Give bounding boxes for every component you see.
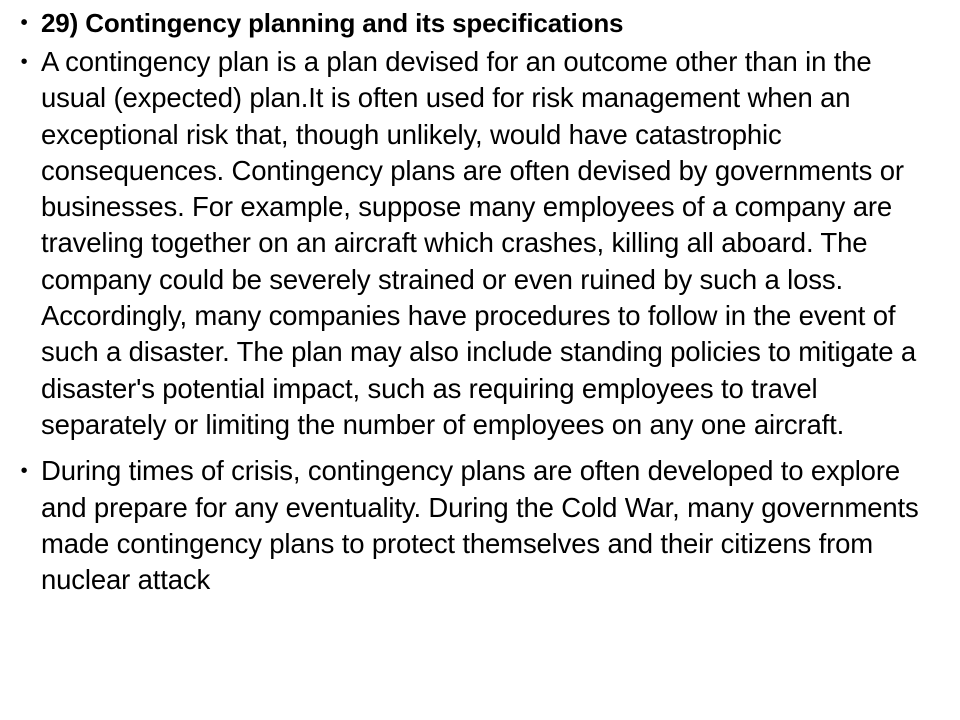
slide-heading: 29) Contingency planning and its specifications xyxy=(41,8,624,38)
paragraph-bullet-crisis xyxy=(14,453,930,598)
bullet-list xyxy=(14,4,930,598)
bullet-dot-icon: • xyxy=(20,460,28,483)
bullet-dot-icon: • xyxy=(20,12,28,34)
heading-bullet xyxy=(14,4,930,42)
definition-paragraph: A contingency plan is a plan devised for an outcome other than in the usual (expected) plan.It is often used for risk management when an exceptional risk that, though unlikely, would have catastrophic consequences. Contingency plans are often devised by governments or businesses. For example, suppose many employees of a company are traveling together on an aircraft which crashes, killing all aboard. The company could be severely strained or even ruined by such a loss. Accordingly, many companies have procedures to follow in the event of such a disaster. The plan may also include standing policies to mitigate a disaster's potential impact, such as requiring employees to travel separately or limiting the number of employees on any one aircraft. xyxy=(41,46,917,440)
bullet-dot-icon: • xyxy=(20,51,28,73)
crisis-paragraph: During times of crisis, contingency plans are often developed to explore and prepare for any eventuality. During the Cold War, many governments made contingency plans to protect themselves and their citizens from nuclear attack xyxy=(41,455,919,596)
paragraph-bullet-definition xyxy=(14,44,930,443)
